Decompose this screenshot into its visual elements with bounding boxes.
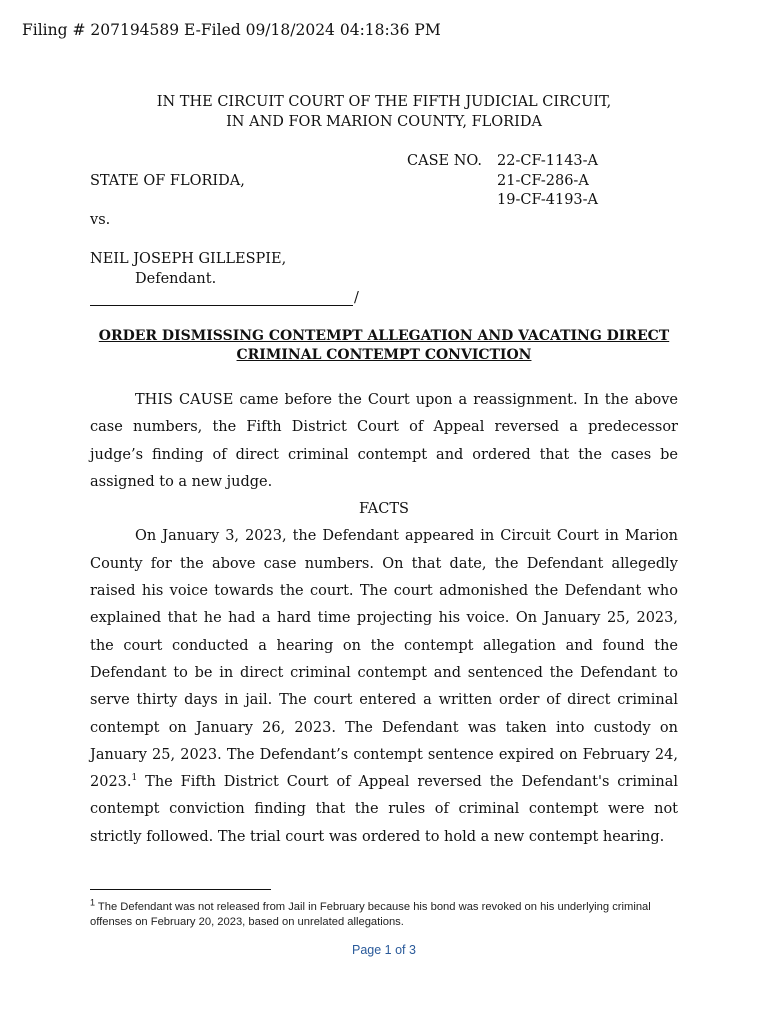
page-number: Page 1 of 3 — [352, 943, 416, 957]
paragraph-facts — [90, 523, 678, 851]
facts-text-part-1: On January 3, 2023, the Defendant appeared in Circuit Court in Marion County for the above case numbers. On that date, the Defendant allegedly raised his voice towards the court. The court admonished the Defendant who explained that he had a hard time projecting his voice. On January 25, 2023, the court conducted a hearing on the contempt allegation and found the Defendant to be in direct criminal contempt and sentenced the Defendant to serve thirty days in jail. The court entered a written order of direct criminal contempt on January 26, 2023. The Defendant was taken into custody on January 25, 2023. The Defendant’s contempt sentence expired on February 24, 2023. — [90, 528, 678, 791]
footnote-marker: 1 — [90, 897, 96, 908]
case-number: 22-CF-1143-A — [497, 153, 599, 169]
court-name-line-2: IN AND FOR MARION COUNTY, FLORIDA — [226, 114, 542, 130]
defendant-role: Defendant. — [135, 271, 217, 287]
plaintiff-name: STATE OF FLORIDA, — [90, 173, 245, 189]
facts-heading: FACTS — [359, 501, 409, 518]
case-number: 21-CF-286-A — [497, 173, 589, 189]
caption-slash: / — [354, 290, 359, 306]
order-title: ORDER DISMISSING CONTEMPT ALLEGATION AND VACATING DIRECT CRIMINAL CONTEMPT CONVICTION — [98, 328, 670, 363]
facts-text-part-2: The Fifth District Court of Appeal reversed the Defendant's criminal contempt conviction finding that the rules of criminal contempt were not strictly followed. The trial court was ordered to hold a new contempt hearing. — [90, 774, 678, 845]
footnote-1 — [90, 897, 680, 930]
footnote-reference[interactable]: 1 — [131, 773, 138, 784]
caption-signature-line — [90, 305, 353, 306]
versus-text: vs. — [90, 212, 111, 228]
filing-stamp: Filing # 207194589 E-Filed 09/18/2024 04:18:36 PM — [22, 21, 441, 39]
footnote-separator — [90, 889, 271, 890]
footnote-text: The Defendant was not released from Jail in February because his bond was revoked on his underlying criminal offenses on February 20, 2023, based on unrelated allegations. — [90, 901, 651, 928]
case-number: 19-CF-4193-A — [497, 192, 599, 208]
paragraph-cause: THIS CAUSE came before the Court upon a reassignment. In the above case numbers, the Fifth District Court of Appeal reversed a predecessor judge’s finding of direct criminal contempt and ordered that the cases be assigned to a new judge. — [90, 392, 678, 490]
case-number-label: CASE NO. — [407, 153, 483, 169]
order-body — [90, 387, 678, 851]
court-name-line-1: IN THE CIRCUIT COURT OF THE FIFTH JUDICIAL CIRCUIT, — [156, 94, 612, 110]
defendant-name: NEIL JOSEPH GILLESPIE, — [90, 251, 287, 267]
